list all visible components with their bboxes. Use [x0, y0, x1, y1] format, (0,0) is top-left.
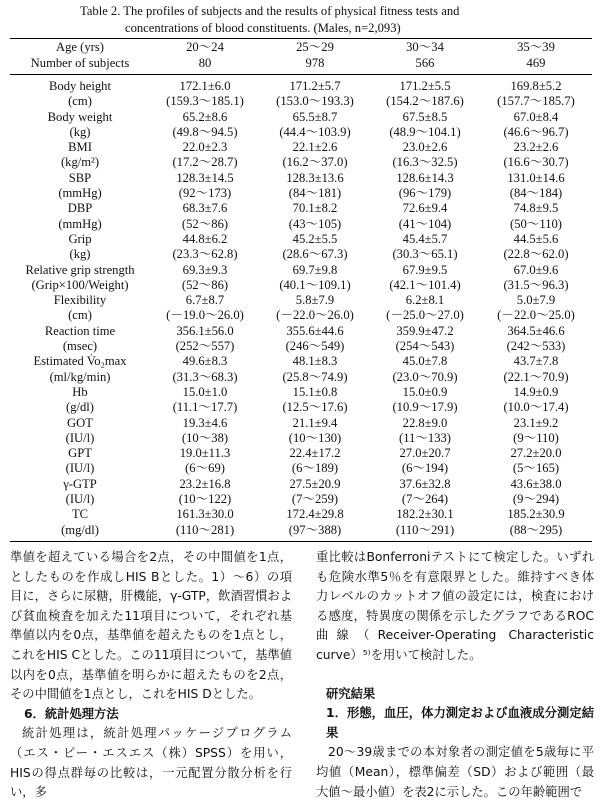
range: (6～69): [185, 461, 225, 476]
value-cell: [480, 354, 592, 385]
mean-sd: 22.1±2.6: [292, 140, 338, 155]
range: (10～122): [178, 492, 232, 507]
table-row: [10, 446, 592, 477]
range: (44.4～103.9): [279, 124, 351, 139]
mean-sd: 128.6±14.3: [396, 170, 454, 185]
value-cell: [150, 477, 260, 508]
value-cell: [260, 446, 370, 477]
range: (43～105): [288, 216, 342, 231]
value-cell: [260, 201, 370, 232]
range: (153.0～193.3): [276, 94, 354, 109]
measure-name: GPT: [68, 446, 92, 461]
mean-sd: 67.9±9.5: [402, 262, 448, 277]
value-cell: [260, 171, 370, 202]
range: (31.3～68.3): [172, 369, 238, 384]
table-row: [10, 201, 592, 232]
value-cell: [150, 110, 260, 141]
value-cell: [370, 171, 480, 202]
range: (42.1～101.4): [389, 277, 461, 292]
value-cell: [260, 232, 370, 263]
body-text-left: [10, 548, 292, 803]
range: (11～133): [399, 430, 451, 445]
value-cell: [370, 110, 480, 141]
mean-sd: 172.1±6.0: [179, 79, 231, 93]
range: (11.1～17.7): [172, 400, 238, 415]
mean-sd: 359.9±47.2: [396, 323, 454, 338]
measure-name: Body height: [49, 79, 111, 93]
value-cell: [150, 385, 260, 416]
value-cell: [260, 324, 370, 355]
value-cell: [150, 293, 260, 324]
mean-sd: 131.0±14.6: [507, 170, 565, 185]
value-cell: [150, 446, 260, 477]
range: (10.0～17.4): [503, 400, 569, 415]
range: (40.1～109.1): [279, 277, 351, 292]
value-cell: [370, 293, 480, 324]
range: (－19.0～26.0): [166, 308, 244, 323]
range: (41～104): [398, 216, 452, 231]
mean-sd: 364.5±46.6: [507, 323, 565, 338]
row-label: [10, 140, 150, 171]
value-cell: [480, 324, 592, 355]
range: (17.2～28.7): [172, 155, 238, 170]
measure-name: Grip: [68, 231, 92, 246]
value-cell: [260, 75, 370, 110]
range: (－22.0～25.0): [497, 308, 575, 323]
mean-sd: 14.9±0.9: [513, 384, 559, 399]
measure-unit: (IU/l): [65, 430, 95, 445]
row-label: [10, 385, 150, 416]
value-cell: [260, 110, 370, 141]
mean-sd: 27.5±20.9: [289, 476, 341, 491]
range: (31.5～96.3): [503, 277, 569, 292]
mean-sd: 19.0±11.3: [179, 446, 231, 461]
age-group: 35～39: [480, 39, 592, 57]
range: (88～295): [509, 522, 563, 537]
range: (16.3～32.5): [392, 155, 458, 170]
value-cell: [260, 385, 370, 416]
row-label: [10, 171, 150, 202]
value-cell: [370, 477, 480, 508]
range: (12.5～17.6): [282, 400, 348, 415]
range: (50～110): [510, 216, 562, 231]
table-row: [10, 263, 592, 294]
value-cell: [150, 416, 260, 447]
value-cell: [480, 232, 592, 263]
measure-name: SBP: [68, 170, 92, 185]
measure-unit: (cm): [68, 308, 92, 323]
age-label: Age (yrs): [10, 39, 150, 57]
range: (25.8～74.9): [282, 369, 348, 384]
range: (246～549): [285, 339, 345, 354]
range: (23.0～70.9): [392, 369, 458, 384]
measure-unit: (cm): [68, 94, 92, 109]
range: (10.9～17.9): [392, 400, 458, 415]
value-cell: [370, 75, 480, 110]
value-cell: [370, 416, 480, 447]
paragraph: 準値を超えている場合を2点，その中間値を1点，としたものを作成しHIS Bとした。1）～6）の項目に，さらに尿糖，肝機能，γ-GTP，飲酒習慣および貧血検査を加えた11項目について，それぞれ基準値以内を0点，基準値を超えたものを1点とし，これをHIS Cとした。この11項目について，基準値以内を0点，基準値を明らかに超えたものを2点，その中間値を1点とし，これをHIS Dとした。: [10, 550, 292, 702]
measure-name: Estimated V̇o₂max: [33, 354, 127, 369]
age-group: 25～29: [260, 39, 370, 57]
range: (84～181): [288, 186, 342, 201]
table-row: [10, 171, 592, 202]
measure-unit: (ml/kg/min): [49, 369, 111, 384]
paragraph: 統計処理は，統計処理パッケージプログラム（エス・ピー・エスエス（株）SPSS）を用い，HISの得点群毎の比較は，一元配置分散分析を行い，多: [10, 726, 292, 800]
range: (23.3～62.8): [172, 247, 238, 262]
measure-name: GOT: [67, 415, 93, 430]
measure-unit: (IU/l): [65, 492, 95, 507]
row-label: [10, 477, 150, 508]
measure-unit: (IU/l): [65, 461, 95, 476]
value-cell: [370, 324, 480, 355]
table-row: [10, 293, 592, 324]
range: (49.8～94.5): [172, 124, 238, 139]
measure-unit: (kg): [69, 247, 91, 262]
mean-sd: 74.8±9.5: [513, 201, 559, 216]
value-cell: [260, 477, 370, 508]
mean-sd: 19.3±4.6: [182, 415, 228, 430]
range: (52～86): [181, 216, 229, 231]
range: (10～130): [288, 430, 342, 445]
range: (252～557): [175, 339, 235, 354]
range: (9～294): [512, 492, 560, 507]
profile-table: [10, 38, 592, 542]
mean-sd: 49.6±8.3: [182, 354, 228, 369]
measure-name: TC: [71, 507, 89, 522]
table-caption: [80, 3, 590, 37]
row-label: [10, 75, 150, 110]
mean-sd: 45.0±7.8: [402, 354, 448, 369]
table-row: [10, 75, 592, 110]
age-group: 20～24: [150, 39, 260, 57]
mean-sd: 15.0±1.0: [182, 384, 228, 399]
table-row: [10, 232, 592, 263]
mean-sd: 67.5±8.5: [402, 109, 448, 124]
value-cell: [370, 507, 480, 541]
mean-sd: 5.0±7.9: [516, 293, 556, 308]
measure-unit: (kg/m²): [60, 155, 100, 170]
row-label: [10, 416, 150, 447]
table-row: [10, 354, 592, 385]
row-label: [10, 110, 150, 141]
range: (22.1～70.9): [503, 369, 569, 384]
value-cell: [370, 263, 480, 294]
subject-count: 80: [150, 56, 260, 75]
mean-sd: 65.2±8.6: [182, 109, 228, 124]
measure-name: Relative grip strength: [25, 262, 135, 277]
range: (9～110): [513, 430, 559, 445]
mean-sd: 6.7±8.7: [185, 293, 225, 308]
range: (242～533): [506, 339, 566, 354]
range: (16.2～37.0): [282, 155, 348, 170]
value-cell: [260, 140, 370, 171]
value-cell: [480, 416, 592, 447]
value-cell: [370, 354, 480, 385]
range: (－22.0～26.0): [276, 308, 354, 323]
measure-unit: (mmHg): [58, 186, 102, 201]
table-row: [10, 140, 592, 171]
measure-unit: (Grip×100/Weight): [31, 277, 129, 292]
subject-count: 566: [370, 56, 480, 75]
range: (110～291): [395, 522, 455, 537]
mean-sd: 161.3±30.0: [176, 507, 234, 522]
range: (92～173): [178, 186, 232, 201]
value-cell: [150, 232, 260, 263]
mean-sd: 355.6±44.6: [286, 323, 344, 338]
range: (48.9～104.1): [389, 124, 461, 139]
range: (6～189): [291, 461, 339, 476]
caption-line-2: concentrations of blood constituents. (Males, n=2,093): [125, 21, 401, 35]
mean-sd: 44.5±5.6: [513, 231, 559, 246]
age-group: 30～34: [370, 39, 480, 57]
value-cell: [480, 171, 592, 202]
range: (16.6～30.7): [503, 155, 569, 170]
value-cell: [480, 385, 592, 416]
mean-sd: 45.2±5.5: [292, 231, 338, 246]
value-cell: [370, 201, 480, 232]
subjects-header-row: [10, 56, 592, 75]
table-row: [10, 416, 592, 447]
mean-sd: 15.1±0.8: [292, 384, 338, 399]
mean-sd: 70.1±8.2: [292, 201, 338, 216]
measure-name: Hb: [72, 384, 88, 399]
mean-sd: 72.6±9.4: [402, 201, 448, 216]
mean-sd: 22.8±9.0: [402, 415, 448, 430]
mean-sd: 185.2±30.9: [507, 507, 565, 522]
value-cell: [150, 354, 260, 385]
value-cell: [260, 507, 370, 541]
value-cell: [480, 263, 592, 294]
measure-name: DBP: [67, 201, 93, 216]
mean-sd: 37.6±32.8: [399, 476, 451, 491]
subjects-label: Number of subjects: [10, 56, 150, 75]
mean-sd: 68.3±7.6: [182, 201, 228, 216]
mean-sd: 128.3±14.5: [176, 170, 234, 185]
range: (10～38): [181, 430, 229, 445]
paragraph: 重比較はBonferroniテストにて検定した。いずれも危険水準5％を有意限界とした。維持すべき体力レベルのカットオフ値の設定には，検査における感度，特異度の関係を示したグラフであるROC曲線（Receiver-Operating Characteristic curve）⁵⁾を用いて検討した。: [316, 550, 594, 662]
measure-name: Flexibility: [53, 293, 107, 308]
mean-sd: 6.2±8.1: [405, 293, 445, 308]
mean-sd: 27.2±20.0: [510, 446, 562, 461]
mean-sd: 44.8±6.2: [182, 231, 228, 246]
value-cell: [260, 416, 370, 447]
value-cell: [150, 263, 260, 294]
range: (－25.0～27.0): [386, 308, 464, 323]
mean-sd: 21.1±9.4: [292, 415, 338, 430]
mean-sd: 43.6±38.0: [510, 476, 562, 491]
value-cell: [150, 171, 260, 202]
mean-sd: 23.0±2.6: [402, 140, 448, 155]
measure-unit: (kg): [69, 124, 91, 139]
subject-count: 469: [480, 56, 592, 75]
mean-sd: 69.7±9.8: [292, 262, 338, 277]
table-row: [10, 507, 592, 541]
range: (28.6～67.3): [282, 247, 348, 262]
table-row: [10, 110, 592, 141]
range: (254～543): [395, 339, 455, 354]
age-header-row: [10, 39, 592, 57]
table-row: [10, 477, 592, 508]
mean-sd: 65.5±8.7: [292, 109, 338, 124]
subsection-heading: 1．形態，血圧，体力測定および血液成分測定結果: [326, 706, 594, 740]
row-label: [10, 201, 150, 232]
mean-sd: 172.4±29.8: [286, 507, 344, 522]
subject-count: 978: [260, 56, 370, 75]
value-cell: [480, 293, 592, 324]
value-cell: [370, 446, 480, 477]
range: (157.7～185.7): [497, 94, 575, 109]
mean-sd: 69.3±9.3: [182, 262, 228, 277]
paragraph: 20～39歳までの本対象者の測定値を5歳毎に平均値（Mean），標準偏差（SD）および範囲（最大値～最小値）を表2に示した。この年齢範囲で: [316, 745, 594, 799]
mean-sd: 182.2±30.1: [396, 507, 454, 522]
row-label: [10, 263, 150, 294]
range: (110～281): [175, 522, 235, 537]
mean-sd: 5.8±7.9: [295, 293, 335, 308]
mean-sd: 356.1±56.0: [176, 323, 234, 338]
row-label: [10, 507, 150, 541]
value-cell: [480, 110, 592, 141]
mean-sd: 171.2±5.7: [289, 79, 341, 93]
value-cell: [150, 507, 260, 541]
measure-unit: (g/dl): [66, 400, 94, 415]
value-cell: [260, 293, 370, 324]
range: (6～194): [401, 461, 449, 476]
value-cell: [370, 385, 480, 416]
mean-sd: 22.0±2.3: [182, 140, 228, 155]
range: (97～388): [288, 522, 342, 537]
row-label: [10, 232, 150, 263]
measure-name: Reaction time: [44, 323, 116, 338]
measure-name: BMI: [68, 140, 92, 155]
mean-sd: 23.2±16.8: [179, 476, 231, 491]
value-cell: [150, 201, 260, 232]
range: (22.8～62.0): [503, 247, 569, 262]
section-heading: 6．統計処理方法: [24, 706, 119, 721]
range: (159.3～185.1): [166, 94, 244, 109]
value-cell: [480, 140, 592, 171]
value-cell: [260, 354, 370, 385]
mean-sd: 48.1±8.3: [292, 354, 338, 369]
body-text-right: [316, 548, 594, 802]
value-cell: [150, 140, 260, 171]
mean-sd: 23.1±9.2: [513, 415, 559, 430]
mean-sd: 45.4±5.7: [402, 231, 448, 246]
mean-sd: 171.2±5.5: [399, 79, 451, 93]
mean-sd: 169.8±5.2: [510, 79, 562, 93]
mean-sd: 128.3±13.6: [286, 170, 344, 185]
row-label: [10, 324, 150, 355]
measure-unit: (mg/dl): [61, 522, 99, 537]
range: (7～264): [401, 492, 449, 507]
value-cell: [370, 232, 480, 263]
range: (30.3～65.1): [392, 247, 458, 262]
range: (84～184): [509, 186, 563, 201]
row-label: [10, 446, 150, 477]
measure-unit: (msec): [62, 339, 98, 354]
value-cell: [150, 324, 260, 355]
mean-sd: 67.0±9.6: [513, 262, 559, 277]
mean-sd: 15.0±0.9: [402, 384, 448, 399]
value-cell: [260, 263, 370, 294]
mean-sd: 22.4±17.2: [289, 446, 341, 461]
value-cell: [480, 507, 592, 541]
range: (96～179): [398, 186, 452, 201]
value-cell: [480, 477, 592, 508]
measure-name: γ-GTP: [63, 476, 97, 491]
range: (154.2～187.6): [386, 94, 464, 109]
value-cell: [370, 140, 480, 171]
range: (46.6～96.7): [503, 124, 569, 139]
measure-unit: (mmHg): [58, 216, 102, 231]
caption-line-1: Table 2. The profiles of subjects and the results of physical fitness tests and: [80, 4, 460, 18]
range: (52～86): [181, 277, 229, 292]
mean-sd: 27.0±20.7: [399, 446, 451, 461]
value-cell: [480, 201, 592, 232]
table-row: [10, 324, 592, 355]
mean-sd: 23.2±2.6: [513, 140, 559, 155]
row-label: [10, 293, 150, 324]
value-cell: [480, 75, 592, 110]
value-cell: [150, 75, 260, 110]
range: (5～165): [512, 461, 560, 476]
row-label: [10, 354, 150, 385]
mean-sd: 43.7±7.8: [513, 354, 559, 369]
section-heading: 研究結果: [326, 686, 376, 701]
table-row: [10, 385, 592, 416]
measure-name: Body weight: [47, 109, 113, 124]
mean-sd: 67.0±8.4: [513, 109, 559, 124]
value-cell: [480, 446, 592, 477]
range: (7～259): [291, 492, 339, 507]
